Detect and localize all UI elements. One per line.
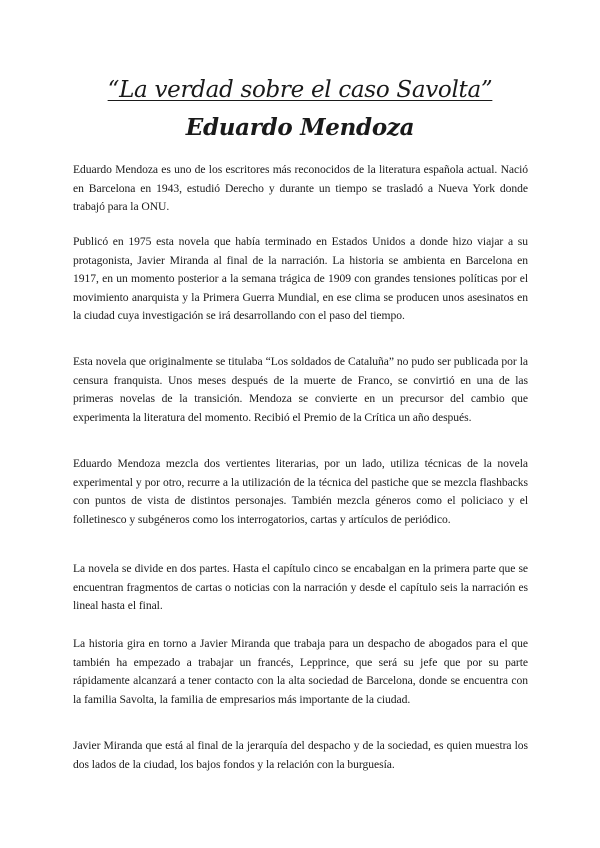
- paragraph-author-bio: Eduardo Mendoza es uno de los escritores más reconocidos de la literatura española actual. Nació en Barcelona en 1943, estudió Derecho y durante un tiempo se trasladó a Nueva York donde trabajó para la ONU.: [73, 163, 528, 214]
- document-author: Eduardo Mendoza: [185, 114, 415, 141]
- paragraph-censorship: Esta novela que originalmente se titulaba “Los soldados de Cataluña” no pudo ser publicada por la censura franquista. Unos meses después de la muerte de Franco, se convirtió en una de las primeras novelas de la transición. Mendoza se convierte en un precursor del cambio que experimenta la literatura del momento. Recibió el Premio de la Crítica un año después.: [73, 355, 528, 424]
- paragraph-plot: La historia gira en torno a Javier Miranda que trabaja para un despacho de abogados para el que también ha empezado a trabajar un francés, Lepprince, que será su jefe que por su parte rápidamente alcanzará a tener contacto con la alta sociedad de Barcelona, donde se encuentra con la familia Savolta, la familia de empresarios más importante de la ciudad.: [73, 637, 528, 706]
- paragraph-publication-setting: Publicó en 1975 esta novela que había terminado en Estados Unidos a donde hizo viajar a su protagonista, Javier Miranda al final de la narración. La historia se ambienta en Barcelona en 1917, en un momento posterior a la semana trágica de 1909 con grandes tensiones políticas por el movimiento anarquista y la Primera Guerra Mundial, en ese clima se producen unos asesinatos en la ciudad cuya investigación se irá desarrollando con el paso del tiempo.: [73, 235, 528, 323]
- paragraph-protagonist: Javier Miranda que está al final de la jerarquía del despacho y de la sociedad, es quien muestra los dos lados de la ciudad, los bajos fondos y la relación con la burguesía.: [73, 739, 528, 771]
- paragraph-structure: La novela se divide en dos partes. Hasta el capítulo cinco se encabalgan en la primera parte que se encuentran fragmentos de cartas o noticias con la narración y desde el capítulo seis la narración es lineal hasta el final.: [73, 562, 528, 613]
- paragraph-literary-techniques: Eduardo Mendoza mezcla dos vertientes literarias, por un lado, utiliza técnicas de la novela experimental y por otro, recurre a la utilización de la técnica del pastiche que se mezcla flashbacks con puntos de vista de distintos personajes. También mezcla géneros como el policiaco y el folletinesco y subgéneros como los interrogatorios, cartas y artículos de periódico.: [73, 457, 528, 526]
- document-title: “La verdad sobre el caso Savolta”: [107, 77, 493, 103]
